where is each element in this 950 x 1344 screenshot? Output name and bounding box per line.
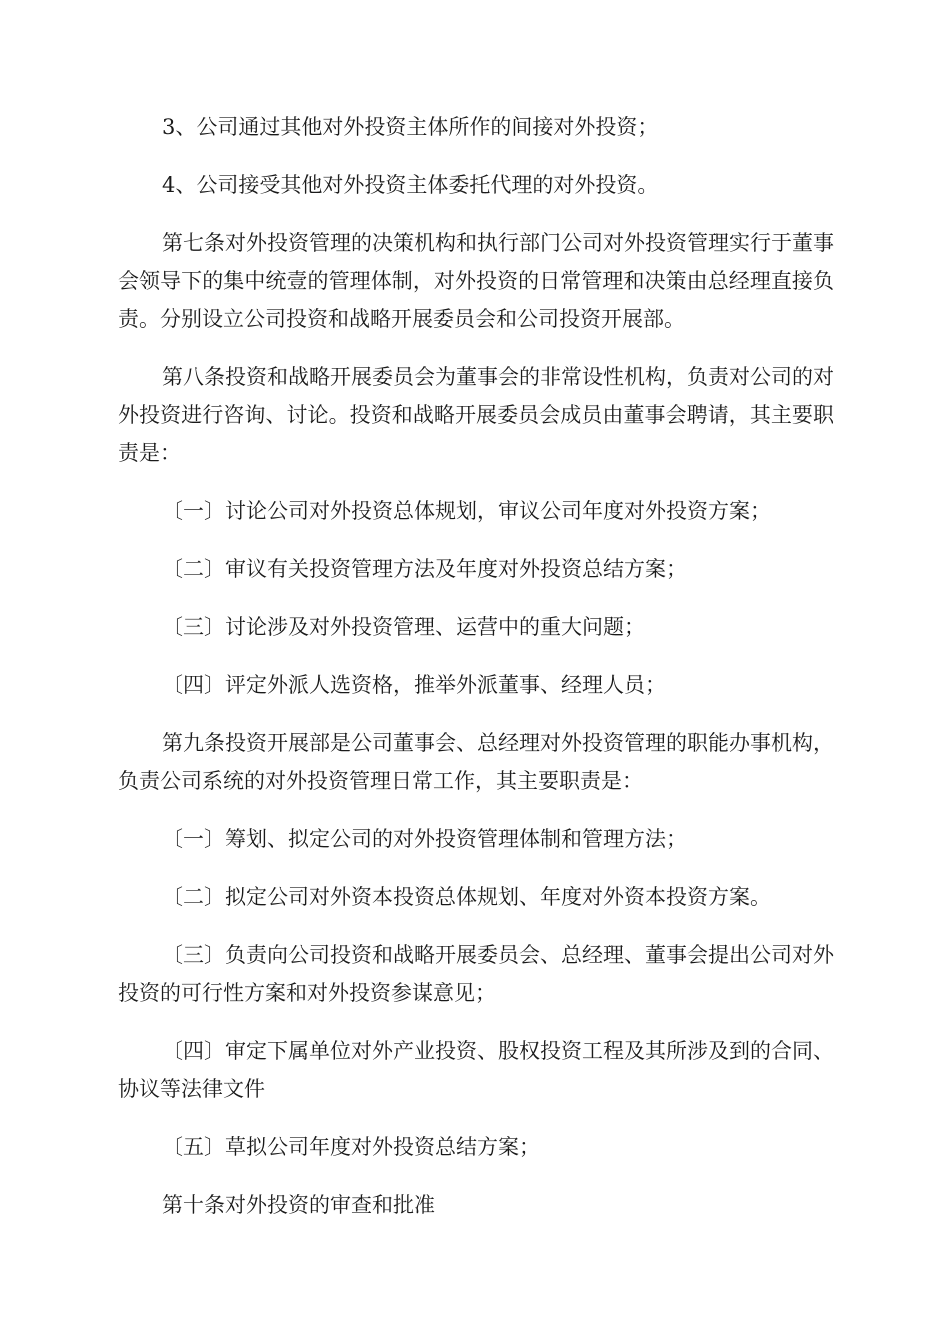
paragraph-article-8-duty-4: 〔四〕评定外派人选资格，推举外派董事、经理人员； xyxy=(162,673,666,697)
paragraph-article-9-duty-3: 〔三〕负责向公司投资和战略开展委员会、总经理、董事会提出公司对外投资的可行性方案和对外投资参谋意见； xyxy=(118,943,834,1005)
paragraph-article-9-duty-4: 〔四〕审定下属单位对外产业投资、股权投资工程及其所涉及到的合同、协议等法律文件 xyxy=(118,1039,834,1101)
paragraph-article-7: 第七条对外投资管理的决策机构和执行部门公司对外投资管理实行于董事会领导下的集中统壹的管理体制，对外投资的日常管理和决策由总经理直接负责。分别设立公司投资和战略开展委员会和公司投资开展部。 xyxy=(118,231,834,331)
paragraph-article-10: 第十条对外投资的审查和批准 xyxy=(162,1193,435,1217)
paragraph-article-9: 第九条投资开展部是公司董事会、总经理对外投资管理的职能办事机构，负责公司系统的对外投资管理日常工作，其主要职责是： xyxy=(118,731,834,793)
paragraph-article-8: 第八条投资和战略开展委员会为董事会的非常设性机构，负责对公司的对外投资进行咨询、讨论。投资和战略开展委员会成员由董事会聘请，其主要职责是： xyxy=(118,365,834,465)
paragraph-article-8-duty-2: 〔二〕审议有关投资管理方法及年度对外投资总结方案； xyxy=(162,557,687,581)
document-body xyxy=(118,108,834,1244)
paragraph-article-9-duty-2: 〔二〕拟定公司对外资本投资总体规划、年度对外资本投资方案。 xyxy=(162,885,771,909)
paragraph-article-9-duty-5: 〔五〕草拟公司年度对外投资总结方案； xyxy=(162,1135,540,1159)
paragraph-item-4: 4、公司接受其他对外投资主体委托代理的对外投资。 xyxy=(162,173,659,197)
paragraph-item-3: 3、公司通过其他对外投资主体所作的间接对外投资； xyxy=(162,115,659,139)
paragraph-article-8-duty-1: 〔一〕讨论公司对外投资总体规划，审议公司年度对外投资方案； xyxy=(162,499,771,523)
paragraph-article-9-duty-1: 〔一〕筹划、拟定公司的对外投资管理体制和管理方法； xyxy=(162,827,687,851)
paragraph-article-8-duty-3: 〔三〕讨论涉及对外投资管理、运营中的重大问题； xyxy=(162,615,645,639)
